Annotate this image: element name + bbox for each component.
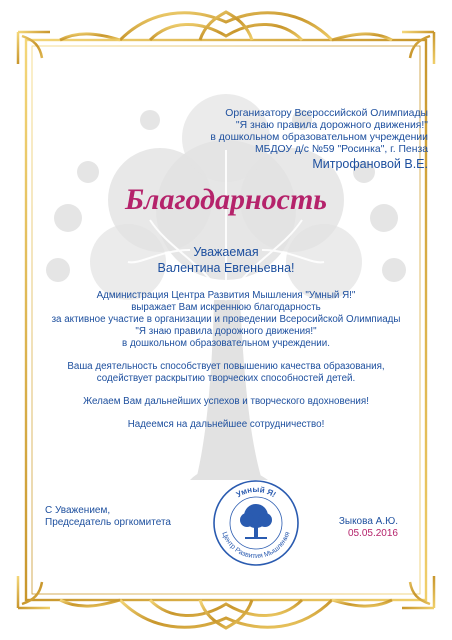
addressee-line: в дошкольном образовательном учреждении — [210, 132, 428, 143]
greeting-recipient-name: Валентина Евгеньевна! — [157, 261, 295, 275]
body-line: Ваша деятельность способствует повышению качества образования, — [67, 361, 385, 372]
signatory-name: Зыкова А.Ю. — [338, 516, 398, 527]
signature-date: 05.05.2016 — [347, 528, 398, 539]
body-line: выражает Вам искреннюю благодарность — [131, 302, 321, 313]
signature-regards: С Уважением, — [45, 505, 111, 516]
addressee-block — [128, 108, 428, 172]
body-line: за активное участие в организации и проведении Всеросийской Олимпиады — [51, 314, 401, 325]
signature-left — [45, 505, 171, 529]
body-paragraph-cooperation: Надеемся на дальнейшее сотрудничество! — [127, 419, 325, 430]
body-paragraph-activity — [20, 361, 432, 385]
organization-seal — [211, 478, 301, 568]
addressee-line: МБДОУ д/с №59 "Росинка", г. Пенза — [255, 144, 428, 155]
body-line: в дошкольном образовательном учреждении. — [122, 338, 330, 349]
body-line: содействует раскрытию творческих способностей детей. — [96, 373, 356, 384]
greeting — [0, 244, 452, 276]
addressee-line: Организатору Всероссийской Олимпиады — [225, 108, 428, 119]
body-line: Администрация Центра Развития Мышления "Умный Я!" — [96, 290, 356, 301]
body-paragraph-wishes: Желаем Вам дальнейших успехов и творческого вдохновения! — [83, 396, 369, 407]
signature-right — [339, 516, 398, 540]
body-line: "Я знаю правила дорожного движения!" — [135, 326, 317, 337]
seal-top-text: Умный Я! — [234, 484, 278, 500]
body-paragraph-gratitude — [20, 290, 432, 350]
seal-bottom-text: Центр Развития Мышления — [220, 530, 292, 561]
certificate-title: Благодарность — [124, 183, 328, 216]
greeting-line: Уважаемая — [193, 245, 259, 259]
addressee-line: "Я знаю правила дорожного движения!" — [235, 120, 428, 131]
signature-position: Председатель оргкомитета — [45, 517, 171, 528]
addressee-name: Митрофановой В.Е. — [312, 157, 428, 171]
